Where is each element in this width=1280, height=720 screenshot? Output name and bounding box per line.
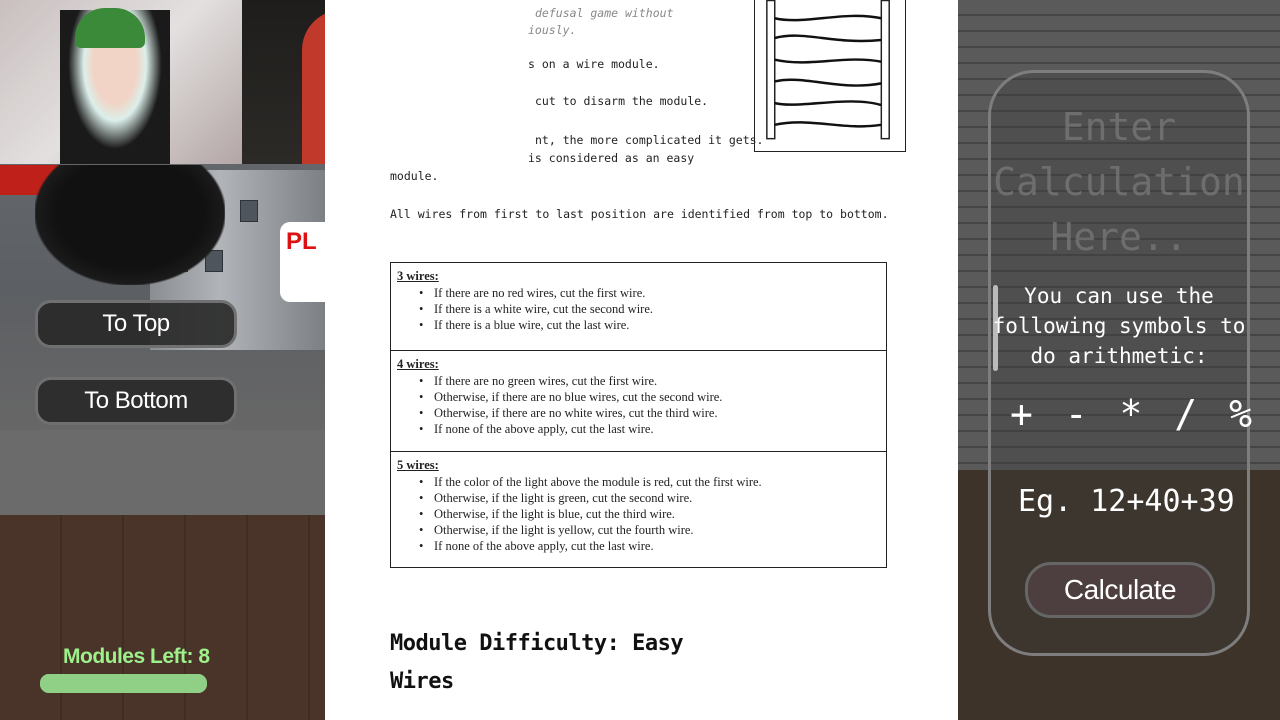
intro-line: is considered as an easy [528, 151, 695, 165]
multiply-symbol: * [1119, 392, 1143, 436]
rule-item: • Otherwise, if the light is blue, cut the third wire. [397, 506, 880, 522]
arithmetic-symbols [1010, 392, 1260, 436]
rule-item: • If there is a blue wire, cut the last wire. [397, 317, 880, 333]
webcam-feed-1 [0, 0, 242, 164]
modules-left-label: Modules Left: 8 [63, 645, 210, 668]
modulo-symbol: % [1229, 392, 1252, 436]
rule-item: • If none of the above apply, cut the last wire. [397, 538, 880, 554]
rule-title: 5 wires: [397, 458, 439, 472]
calculator-instructions: You can use the following symbols to do arithmetic: [992, 284, 1246, 368]
calculation-example: Eg. 12+40+39 [1018, 484, 1235, 519]
billboard-sign [280, 222, 325, 302]
rule-item: • If there are no red wires, cut the first wire. [397, 285, 880, 301]
rule-section-5-wires [391, 452, 886, 569]
to-top-button[interactable]: To Top [35, 300, 237, 348]
rule-item: • Otherwise, if there are no blue wires, cut the second wire. [397, 389, 880, 405]
wire-module-diagram [754, 0, 906, 152]
intro-line: cut to disarm the module. [535, 94, 709, 108]
rule-item: • Otherwise, if the light is green, cut the second wire. [397, 490, 880, 506]
modules-progress-fill [40, 674, 207, 693]
calculation-input[interactable]: Enter Calculation Here.. [993, 105, 1245, 259]
rule-title: 3 wires: [397, 269, 439, 283]
scene-floor [0, 430, 325, 520]
rule-item: • If there are no green wires, cut the first wire. [397, 373, 880, 389]
bomb-manual-page[interactable] [325, 0, 958, 720]
position-note: All wires from first to last position are identified from top to bottom. [390, 207, 889, 221]
module-difficulty-heading: Module Difficulty: Easy [390, 631, 684, 656]
rule-item: • If none of the above apply, cut the last wire. [397, 421, 880, 437]
intro-line: nt, the more complicated it gets. [535, 133, 764, 147]
rule-item: • If there is a white wire, cut the second wire. [397, 301, 880, 317]
rule-title: 4 wires: [397, 357, 439, 371]
intro-line: iously. [528, 23, 577, 37]
player-avatar [35, 165, 225, 285]
intro-line: defusal game without [535, 6, 674, 20]
divide-symbol: / [1174, 392, 1198, 436]
calculate-button[interactable]: Calculate [1025, 562, 1215, 618]
intro-line: s on a wire module. [528, 57, 660, 71]
module-heading [390, 625, 683, 701]
rule-section-4-wires [391, 351, 886, 452]
wire-rules-table [390, 262, 887, 568]
billboard-text: PL [286, 228, 317, 255]
intro-line: module. [390, 169, 439, 183]
rule-section-3-wires [391, 263, 886, 351]
modules-progress-bar [40, 674, 207, 693]
rule-item: • Otherwise, if the light is yellow, cut the fourth wire. [397, 522, 880, 538]
to-bottom-button[interactable]: To Bottom [35, 377, 237, 425]
building-window [240, 200, 258, 222]
minus-symbol: - [1064, 392, 1088, 436]
rule-item: • Otherwise, if there are no white wires, cut the third wire. [397, 405, 880, 421]
module-name-heading: Wires [390, 669, 454, 694]
plus-symbol: + [1010, 392, 1033, 436]
rule-item: • If the color of the light above the module is red, cut the first wire. [397, 474, 880, 490]
